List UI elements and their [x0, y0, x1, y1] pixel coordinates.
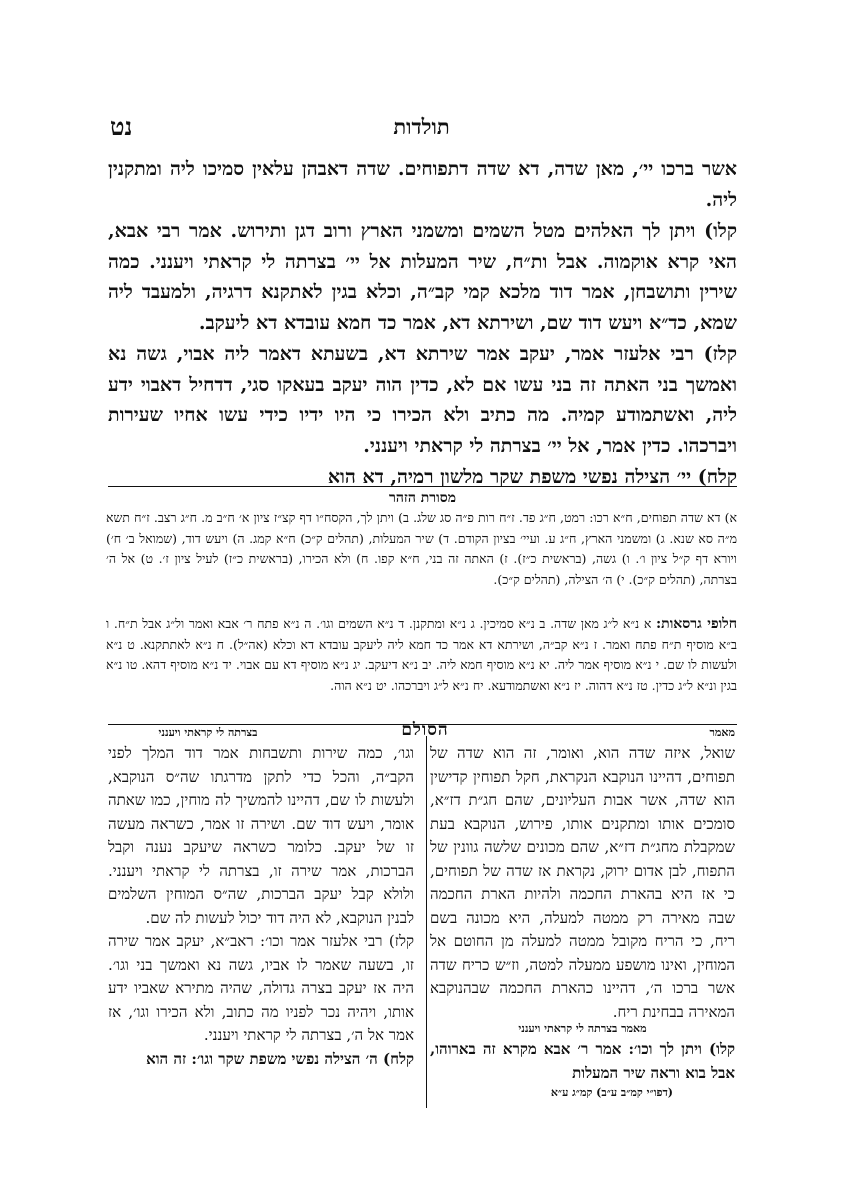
sulam-left-column: [108, 742, 414, 1110]
main-paragraph: אשר ברכו יי׳, מאן שדה, דא שדה דתפוחים. שדה דאבהן עלאין סמיכו ליה ומתקנין ליה.: [108, 158, 737, 211]
masoret-heading: מסורת הזהר: [388, 490, 457, 506]
print-reference: (דפו״י קמ״ב ע״ב) קמ״ג ע״א: [550, 1086, 673, 1099]
main-paragraph: קלח) יי׳ הצילה נפשי משפת שקר מלשון רמיה, דא הוא: [327, 466, 737, 488]
main-paragraph: קלו) ויתן לך האלהים מטל השמים ומשמני הארץ ורוב דגן ותירוש. אמר רבי אבא, האי קרא אוקמוה. אבל ות״ח, שיר המעלות אל יי׳ בצרתה לי קראתי ויענני. כמה שירין ותושבחן, אמר דוד מלכא קמי קב״ה, וכלא בגין לאתקנא דרגיה, ולמעבד ליה שמא, כד״א ויעש דוד שם, ושירתא דא, אמר כד חמא עובדא דא ליעקב.: [108, 220, 737, 334]
running-header: [110, 112, 733, 146]
page-number: נט: [110, 112, 133, 141]
sulam-title: הסולם: [401, 720, 449, 740]
sulam-ref-right: מאמר: [709, 726, 735, 739]
page-title: תולדות: [393, 114, 450, 139]
main-aramaic-text: [108, 154, 737, 494]
main-paragraph: קלז) רבי אלעזר אמר, יעקב אמר שירתא דא, בשעתא דאמר ליה אבוי, גשה נא ואמשך בני האתה זה בני עשו אם לא, כדין הוה יעקב בעאקו סגי, דדחיל דאבוי ידע ליה, ואשתמודע קמיה. מה כתיב ולא הכירו כי היו ידיו כידי עשו אחיו שעירות ויברכהו. כדין אמר, אל יי׳ בצרתה לי קראתי ויענני.: [108, 343, 738, 457]
masoret-notes: א) דא שדה תפוחים, ח״א רכו: רמט, ח״ג פד. ז״ח רות פ״ה סג שלג. ב) ויתן לך, הקסח״ו דף קצ״ז ציון א׳ ח״ב מ. ח״ג רצב. ז״ח תשא מ״ה סא שנא. ג) ומשמני הארץ, ח״ג ע. ועיי׳ בציון הקודם. ד) שיר המעלות, (תהלים ק״כ) ח״א קמג. ה) ויעש דוד, (שמואל ב׳ ח׳) ויורא דף ק״ל ציון ו׳. ו) גשה, (בראשית כ״ז). ז) האתה זה בני, ח״א קפו. ח) ולא הכירו, (בראשית כ״ז) לעיל ציון ז׳. ט) אל ה׳ בצרתה, (תהלים ק״כ). י) ה׳ הצילה, (תהלים ק״כ).: [106, 510, 737, 587]
sulam-right-column: [430, 742, 735, 1026]
commentary-paragraph: וגו׳, כמה שירות ותשבחות אמר דוד המלך לפני הקב״ה, והכל כדי לתקן מדרגתו שה״ס הנוקבא, ולעשות לו שם, דהיינו להמשיך לה מוחין, כמו שאתה אומר, ויעש דוד שם. ושירה זו אמר, כשראה מעשה זו של יעקב. כלומר כשראה שיעקב נענה וקבל הברכות, אמר שירה זו, בצרתה לי קראתי ויענני. ולולא קבל יעקב הברכות, שה״ס המוחין השלמים לבנין הנוקבא, לא היה דוד יכול לעשות לה שם.: [108, 744, 414, 927]
variants-text: א נ״א ל״ג מאן שדה. ב נ״א סמיכין. ג נ״א ומתקנן. ד נ״א השמים וגו׳. ה נ״א פתח ר׳ אבא ואמר ול״ג אבל ת״ח. ו ב״א מוסיף ת״ח פתח ואמר. ז נ״א קב״ה, ושירתא דא אמר כד חמא ליה ליעקב עובדא דא וכלא (אה״ל). ח נ״א לאתתקנא. ט נ״א ולעשות לו שם. י נ״א מוסיף אמר ליה. יא נ״א מוסיף חמא ליה. יב נ״א דיעקב. יג נ״א מוסיף דא עם אבוי. יד נ״א מוסיף דהא. טו נ״א בגין ונ״א ל״ג כדין. טז נ״א דהוה. יז נ״א ואשתמודעא. יח נ״א ל״ג ויברכהו. יט נ״א הוה.: [106, 616, 737, 693]
commentary-paragraph: שואל, איזה שדה הוא, ואומר, זה הוא שדה של תפוחים, דהיינו הנוקבא הנקראת, חקל תפוחין קדישין הוא שדה, אשר אבות העליונים, שהם חג״ת דז״א, סומכים אותו ומתקנים אותו, פירוש, הנוקבא בעת שמקבלת מחג״ת דז״א, שהם מכונים שלשה גוונין של התפוח, לבן אדום ירוק, נקראת אז שדה של תפוחים, כי אז היא בהארת החכמה ולהיות הארת החכמה שבה מאירה רק ממטה למעלה, היא מכונה בשם ריח, כי הריח מקובל ממטה למעלה מן החוטם אל המוחין, ואינו מושפע ממעלה למטה, וז״ש כריח שדה אשר ברכו ה׳, דהיינו כהארת החכמה שבהנוקבא המאירה בבחינת ריח.: [430, 744, 735, 1021]
commentary-paragraph: קלז) רבי אלעזר אמר וכו׳: ראב״א, יעקב אמר שירה זו, בשעה שאמר לו אביו, גשה נא ואמשך בני וגו׳. היה אז יעקב בצרה גדולה, שהיה מתירא שאביו ידע אותו, ויהיה נכר לפניו מה כתוב, ולא הכירו וגו׳, אז אמר אל ה׳, בצרתה לי קראתי ויענני.: [108, 932, 414, 1044]
commentary-paragraph: קלח) ה׳ הצילה נפשי משפת שקר וגו׳: זה הוא: [146, 1049, 414, 1068]
section-divider: [108, 486, 737, 487]
variants-block: [106, 614, 737, 718]
sulam-subheading: מאמר בצרתה לי קראתי ויענני: [518, 1022, 647, 1035]
column-divider: [426, 736, 427, 1108]
variants-label: חלופי גרסאות:: [656, 616, 737, 632]
sulam-ref-left: בצרתה לי קראתי ויענני: [158, 726, 258, 739]
sulam-right-column-2: קלו) ויתן לך וכו׳: אמר ר׳ אבא מקרא זה בארוהו, אבל בוא וראה שיר המעלות: [430, 1040, 735, 1082]
